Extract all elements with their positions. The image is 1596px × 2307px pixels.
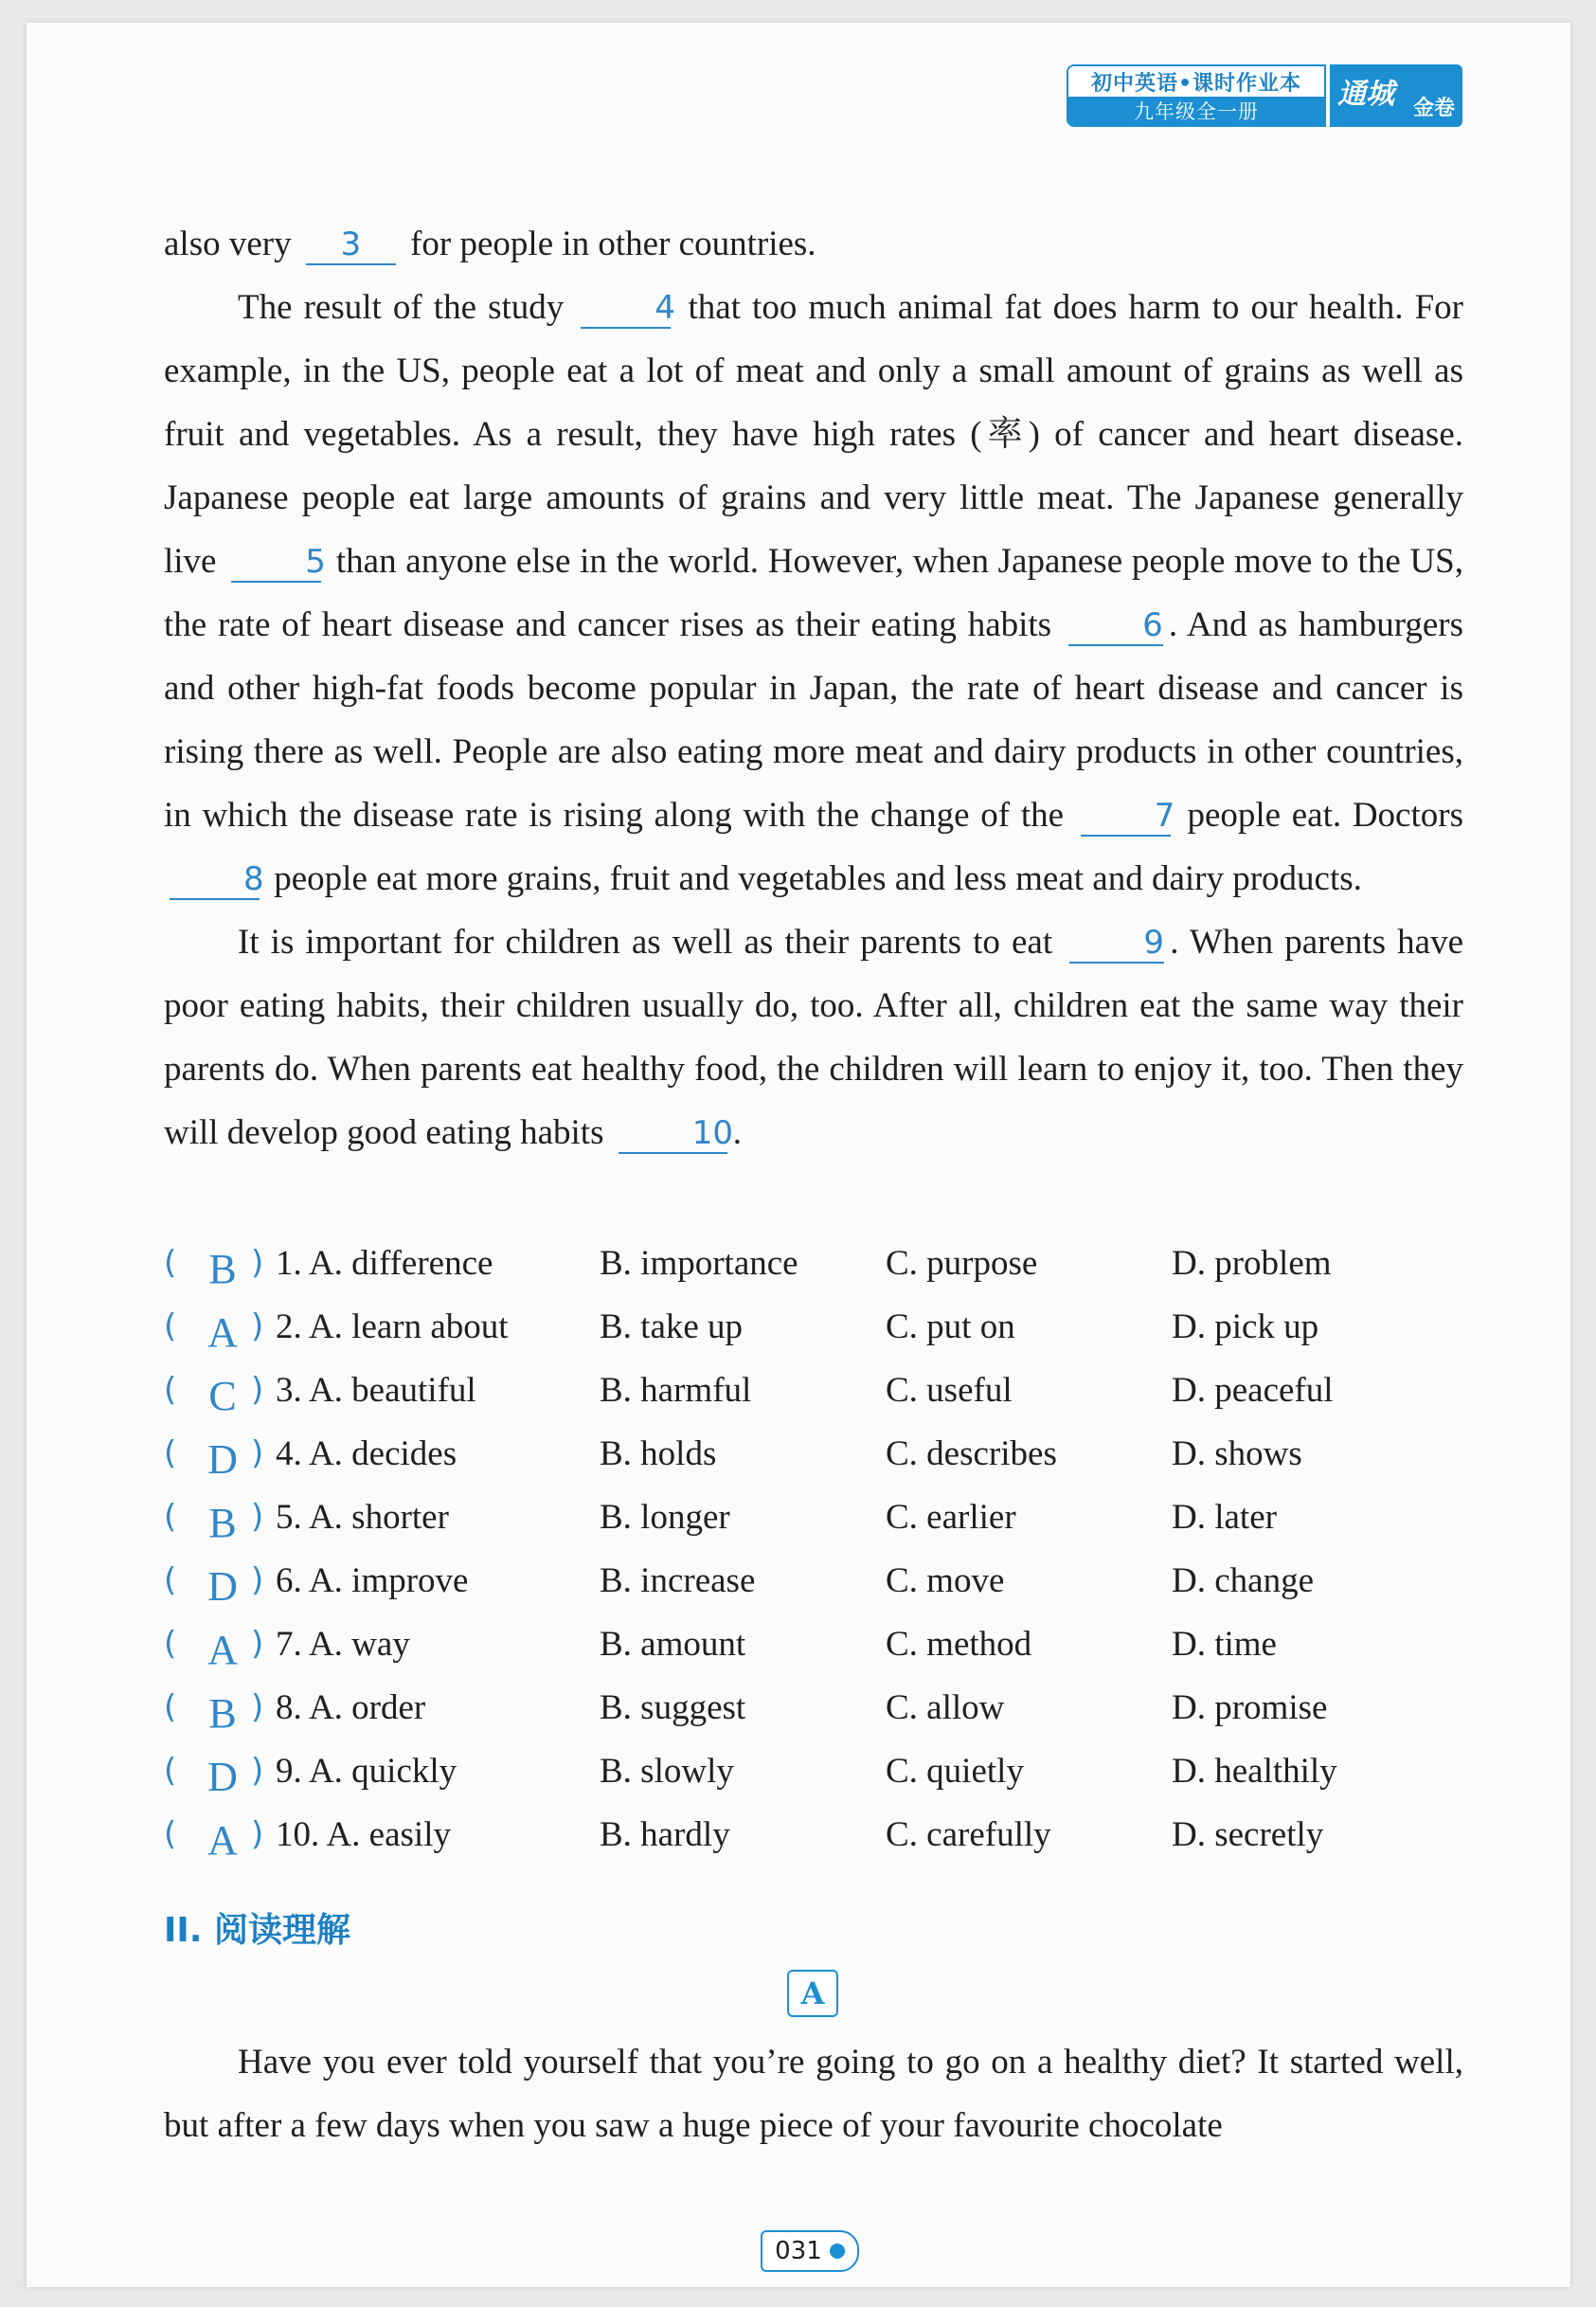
option-c: C. allow — [886, 1688, 1005, 1727]
option-b: B. increase — [600, 1561, 756, 1600]
blank-4: 4 — [581, 289, 671, 329]
option-d: D. shows — [1172, 1434, 1302, 1473]
passage-paragraph-2 — [164, 910, 1463, 1164]
option-b: B. holds — [600, 1434, 717, 1473]
options-list — [164, 1232, 1463, 1866]
option-d: D. peaceful — [1172, 1371, 1334, 1410]
option-d: D. healthily — [1172, 1752, 1337, 1791]
blank-6: 6 — [1068, 606, 1163, 646]
paren-close: ) — [251, 1498, 264, 1536]
answer-mark: D — [207, 1563, 238, 1610]
text-segment: . And as hamburgers and other high-fat foods become popular in Japan, the rate of heart disease and cancer is rising there as well. People are also eating more meat and dairy products in other countries, in which the disease rate is rising along with the change of the — [164, 605, 1464, 835]
option-row — [164, 1613, 1463, 1676]
option-c: C. describes — [886, 1434, 1057, 1473]
option-b: B. harmful — [600, 1371, 752, 1410]
grade-label: 九年级全一册 — [1068, 97, 1324, 125]
option-row — [164, 1739, 1463, 1803]
option-c: C. carefully — [886, 1815, 1051, 1854]
answer-mark: B — [208, 1500, 237, 1546]
option-row — [164, 1295, 1463, 1359]
option-d: D. time — [1172, 1625, 1277, 1664]
answer-mark: A — [207, 1309, 238, 1356]
book-header — [1067, 64, 1462, 127]
paren-open: ( — [164, 1561, 177, 1599]
option-row — [164, 1549, 1463, 1613]
paren-open: ( — [164, 1625, 177, 1663]
option-d: D. later — [1172, 1498, 1277, 1537]
option-b: B. longer — [600, 1498, 730, 1537]
paren-open: ( — [164, 1498, 177, 1536]
option-row — [164, 1359, 1463, 1422]
paren-close: ) — [251, 1688, 264, 1726]
brand-name: 金卷 — [1412, 97, 1455, 120]
page-number — [761, 2230, 859, 2272]
option-b: B. amount — [600, 1625, 746, 1664]
blank-7: 7 — [1081, 797, 1171, 837]
option-c: C. put on — [886, 1307, 1015, 1346]
reading-paragraph: Have you ever told yourself that you’re going to go on a healthy diet? It started well, but after a few days when you saw a huge piece of your favourite chocolate — [164, 2043, 1463, 2145]
option-a: 4. A. decides — [276, 1434, 457, 1473]
option-a: 9. A. quickly — [276, 1752, 457, 1791]
paren-close: ) — [251, 1752, 264, 1790]
option-a: 3. A. beautiful — [276, 1371, 476, 1410]
option-row — [164, 1486, 1463, 1549]
paren-open: ( — [164, 1815, 177, 1853]
paren-close: ) — [251, 1307, 264, 1345]
text-segment: It is important for children as well as their parents to eat — [238, 923, 1053, 962]
option-c: C. method — [886, 1625, 1032, 1664]
option-a: 10. A. easily — [276, 1815, 451, 1854]
header-title-box — [1067, 64, 1326, 127]
text-segment: . — [732, 1113, 742, 1152]
text-segment: also very — [164, 225, 292, 263]
paren-close: ) — [251, 1244, 264, 1282]
text-segment: people eat. Doctors — [1187, 796, 1463, 835]
paren-open: ( — [164, 1434, 177, 1472]
option-b: B. importance — [600, 1244, 798, 1283]
paren-close: ) — [251, 1434, 264, 1472]
option-d: D. secretly — [1172, 1815, 1324, 1854]
answer-mark: D — [207, 1436, 238, 1483]
option-a: 1. A. difference — [276, 1244, 493, 1283]
option-b: B. slowly — [600, 1752, 734, 1791]
text-segment: than anyone else in the world. However, when Japanese people move to the US, the rate of heart disease and cancer rises as their eating habits — [164, 542, 1463, 644]
option-row — [164, 1232, 1463, 1295]
passage-paragraph-1 — [164, 276, 1463, 910]
option-c: C. useful — [886, 1371, 1013, 1410]
option-a: 2. A. learn about — [276, 1307, 509, 1346]
blank-8: 8 — [170, 860, 260, 900]
brand-mark: 通城 — [1337, 78, 1394, 111]
option-c: C. move — [886, 1561, 1005, 1600]
option-a: 5. A. shorter — [276, 1498, 449, 1537]
paren-close: ) — [251, 1371, 264, 1409]
option-d: D. change — [1172, 1561, 1314, 1600]
passage-line-0 — [164, 212, 1463, 276]
blank-10: 10 — [619, 1114, 727, 1154]
dot-icon — [830, 2244, 845, 2259]
paren-open: ( — [164, 1752, 177, 1790]
section-title: II. 阅读理解 — [164, 1911, 350, 1950]
option-row — [164, 1422, 1463, 1486]
option-d: D. problem — [1172, 1244, 1332, 1283]
answer-mark: A — [207, 1817, 238, 1864]
text-segment: for people in other countries. — [410, 225, 816, 263]
paren-close: ) — [251, 1561, 264, 1599]
option-a: 6. A. improve — [276, 1561, 469, 1600]
paren-close: ) — [251, 1815, 264, 1853]
option-c: C. earlier — [886, 1498, 1016, 1537]
option-b: B. hardly — [600, 1815, 730, 1854]
paren-open: ( — [164, 1688, 177, 1726]
paren-open: ( — [164, 1244, 177, 1282]
option-b: B. suggest — [600, 1688, 746, 1727]
option-a: 7. A. way — [276, 1625, 410, 1664]
answer-mark: B — [208, 1246, 237, 1292]
blank-9: 9 — [1069, 924, 1164, 964]
passage-badge: A — [787, 1970, 838, 2017]
cloze-passage — [164, 212, 1463, 1164]
paren-close: ) — [251, 1625, 264, 1663]
text-segment: The result of the study — [238, 288, 565, 327]
paren-open: ( — [164, 1307, 177, 1345]
answer-mark: D — [207, 1754, 238, 1800]
option-row — [164, 1676, 1463, 1739]
reading-passage — [164, 2030, 1463, 2157]
option-d: D. promise — [1172, 1688, 1328, 1727]
option-b: B. take up — [600, 1307, 744, 1346]
text-segment: people eat more grains, fruit and vegetables and less meat and dairy products. — [274, 859, 1362, 898]
option-c: C. purpose — [886, 1244, 1038, 1283]
option-a: 8. A. order — [276, 1688, 426, 1727]
page-number-text: 031 — [775, 2237, 822, 2265]
answer-mark: A — [207, 1627, 238, 1673]
paren-open: ( — [164, 1371, 177, 1409]
answer-mark: C — [208, 1373, 237, 1419]
brand-logo — [1330, 64, 1462, 127]
text-segment: . When parents have poor eating habits, their children usually do, too. After all, children eat the same way their parents do. When parents eat healthy food, the children will learn to enjoy it, too. Then they will develop good eating habits — [164, 923, 1463, 1152]
page — [27, 23, 1570, 2287]
option-c: C. quietly — [886, 1752, 1024, 1791]
answer-mark: B — [208, 1690, 237, 1737]
blank-5: 5 — [231, 543, 321, 583]
option-row — [164, 1803, 1463, 1866]
option-d: D. pick up — [1172, 1307, 1319, 1346]
text-segment: that too much animal fat does harm to our health. For example, in the US, people eat a lot of meat and only a small amount of grains as well as fruit and vegetables. As a result, they have high rates (率) of cancer and heart disease. Japanese people eat large amounts of grains and very little meat. The Japanese generally live — [164, 288, 1464, 581]
blank-3: 3 — [306, 225, 396, 265]
book-title: 初中英语•课时作业本 — [1068, 66, 1324, 97]
